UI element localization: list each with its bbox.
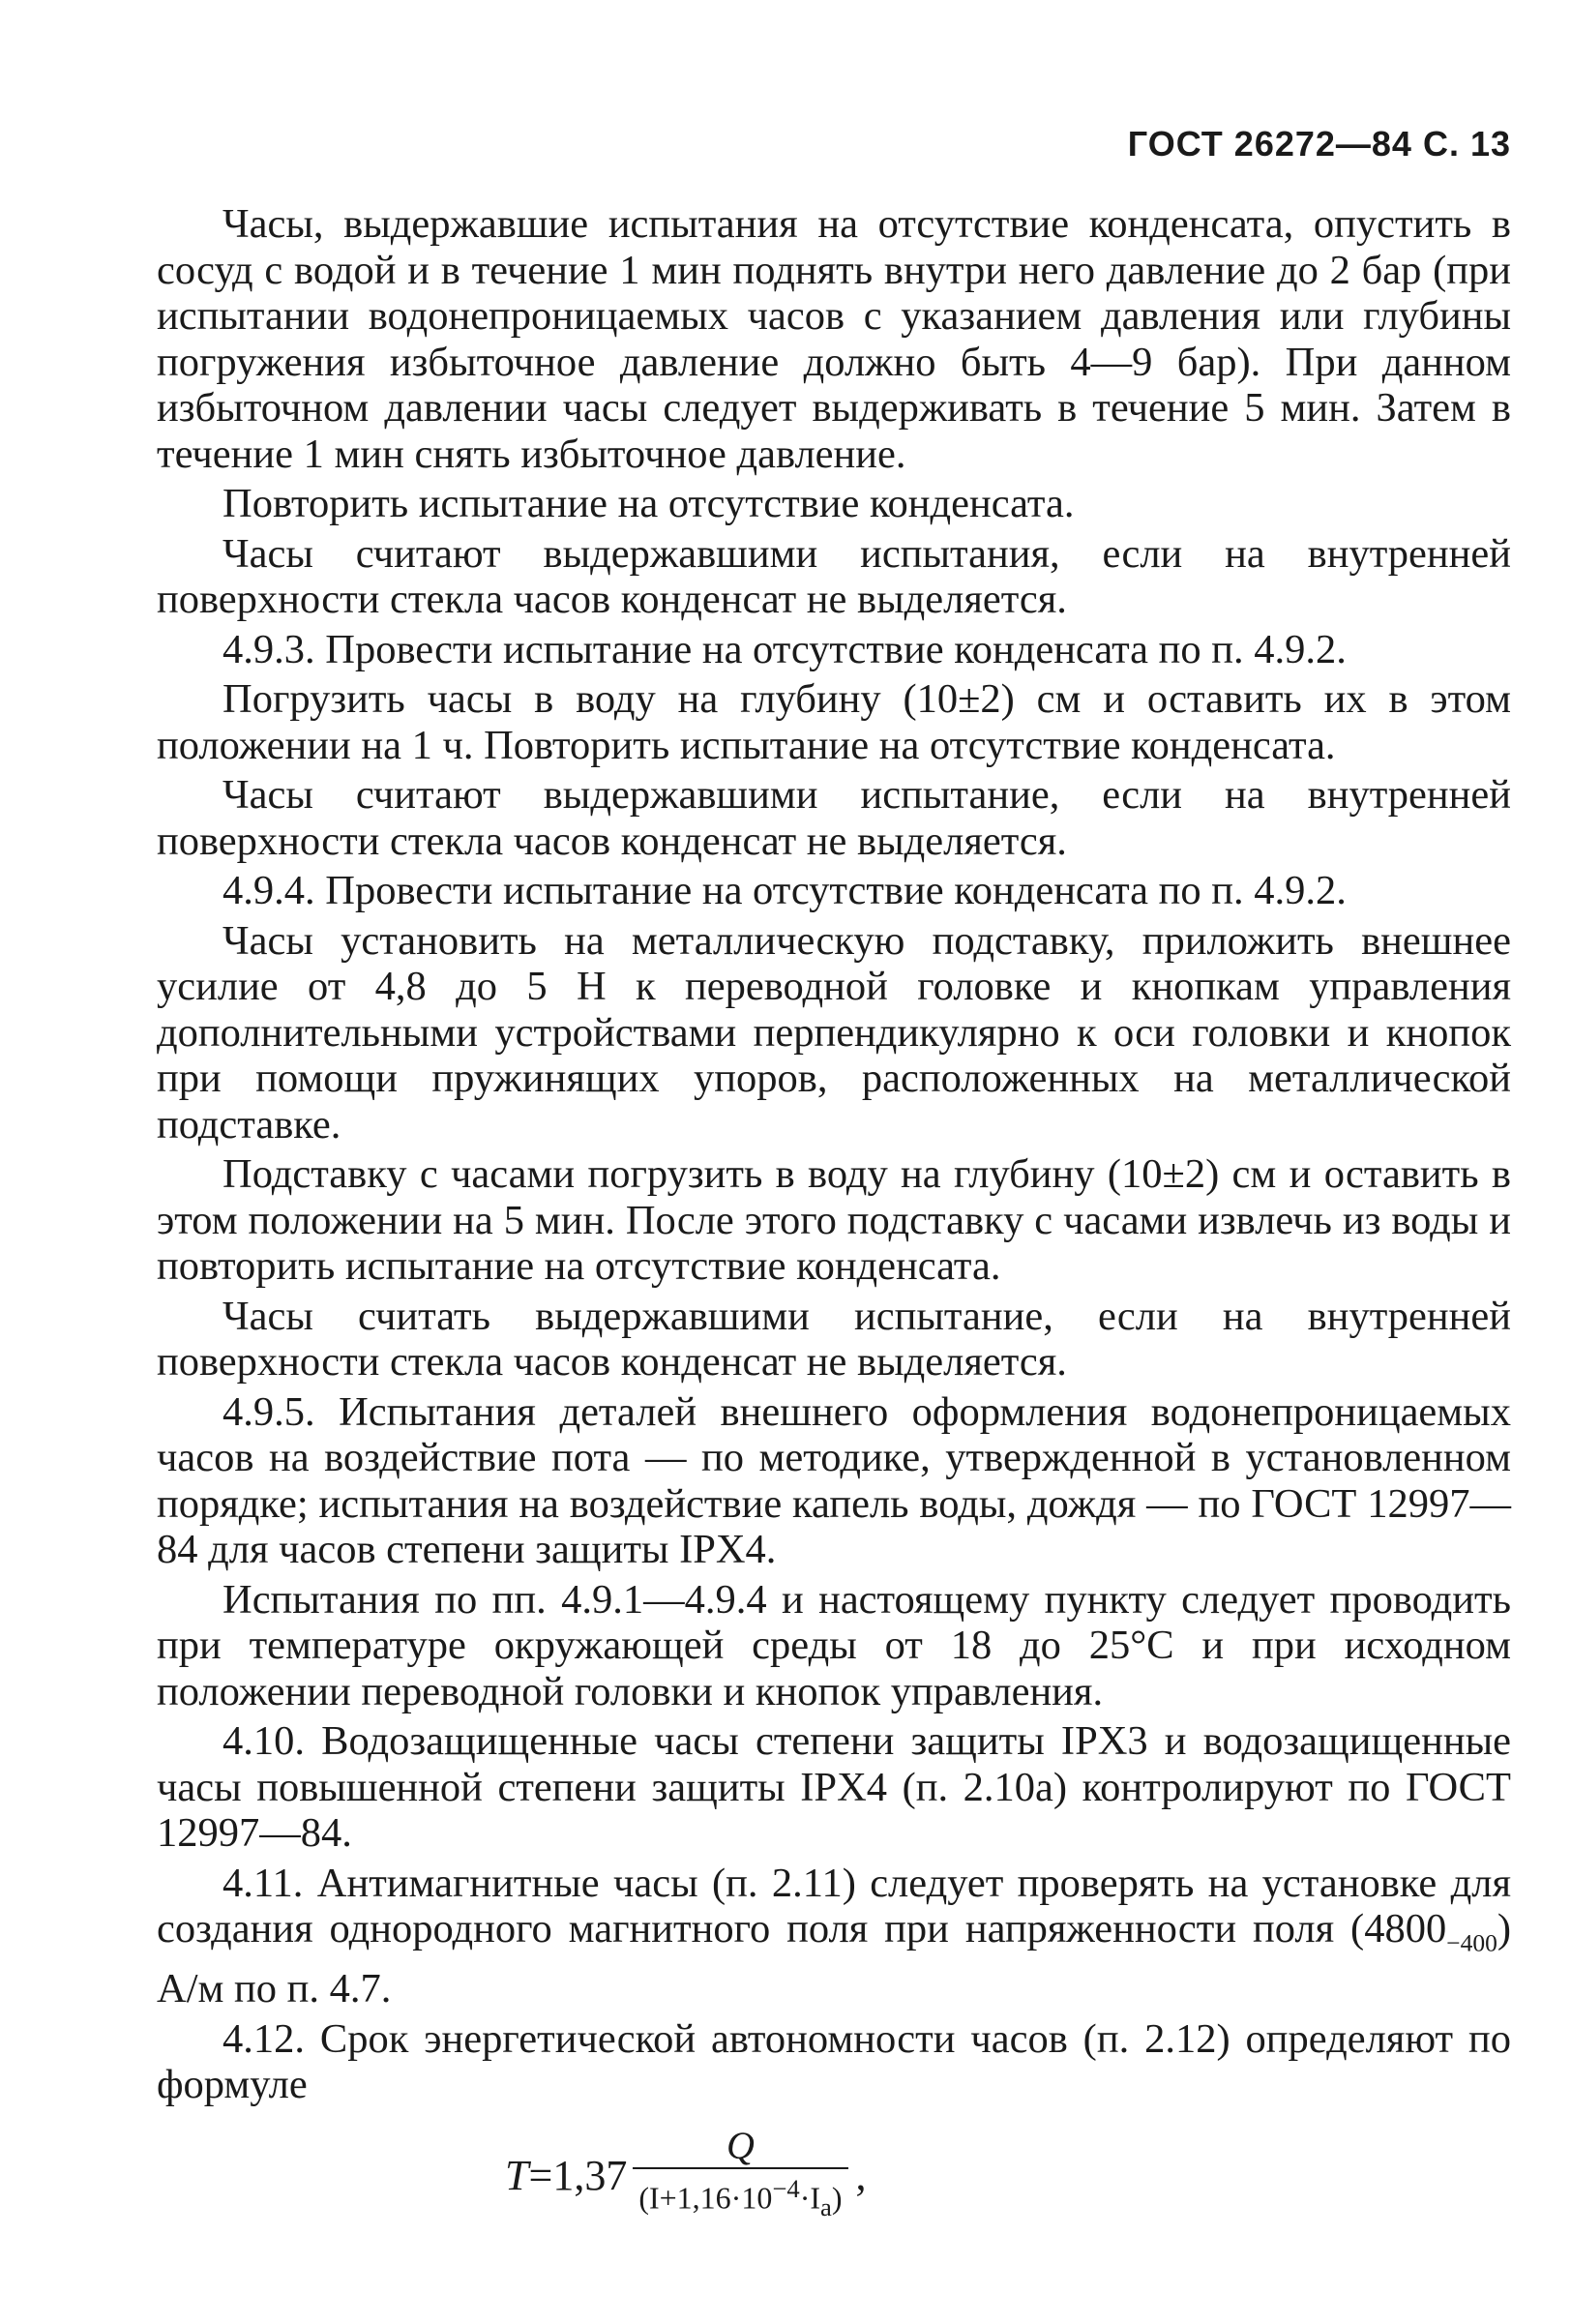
den-subscript: a — [820, 2192, 832, 2222]
autonomy-formula — [505, 2125, 867, 2226]
page-header: ГОСТ 26272—84 С. 13 — [1127, 124, 1511, 164]
paragraph: Часы установить на металлическую подставку, приложить внешнее усилие от 4,8 до 5 Н к переводной головке и кнопкам управления дополнительными устройствами перпендикулярно к оси головки и кнопок при помощи пружинящих упоров, расположенных на металлической подставке. — [157, 917, 1511, 1147]
document-body — [157, 201, 1511, 2112]
den-part: (I+1,16·10 — [638, 2180, 773, 2216]
paragraph-4-11 — [157, 1861, 1511, 2012]
formula-trailing-comma: , — [855, 2152, 867, 2200]
paragraph: Испытания по пп. 4.9.1—4.9.4 и настоящему пункту следует проводить при температуре окружающей среды от 18 до 25°С и при исходном положении переводной головки и кнопок управления. — [157, 1576, 1511, 1714]
den-exponent: −4 — [772, 2174, 800, 2203]
paragraph: 4.9.5. Испытания деталей внешнего оформления водонепроницаемых часов на воздействие пота — по методике, утвержденной в установленном порядке; испытания на воздействие капель воды, дождя — по ГОСТ 12997—84 для часов степени защиты IPX4. — [157, 1388, 1511, 1572]
paragraph: Подставку с часами погрузить в воду на глубину (10±2) см и оставить в этом положении на 5 мин. После этого подставку с часами извлечь из воды и повторить испытание на отсутствие конденсата. — [157, 1151, 1511, 1289]
paragraph: Часы, выдержавшие испытания на отсутствие конденсата, опустить в сосуд с водой и в течение 1 мин поднять внутри него давление до 2 бар (при испытании водонепроницаемых часов с указанием давления или глубины погружения избыточное давление должно быть 4—9 бар). При данном избыточном давлении часы следует выдерживать в течение 5 мин. Затем в течение 1 мин снять избыточное давление. — [157, 201, 1511, 477]
paragraph-4-11-text: 4.11. Антимагнитные часы (п. 2.11) следует проверять на установке для создания однородного магнитного поля при напряженности поля (4800 — [157, 1860, 1511, 1952]
paragraph: 4.9.4. Провести испытание на отсутствие конденсата по п. 4.9.2. — [222, 868, 1347, 913]
formula-lhs: T — [505, 2152, 529, 2200]
den-part: ·I — [799, 2180, 821, 2216]
paragraph: 4.10. Водозащищенные часы степени защиты IPX3 и водозащищенные часы повышенной степени защиты IPX4 (п. 2.10а) контролируют по ГОСТ 12997—84. — [157, 1718, 1511, 1856]
formula-denominator — [633, 2169, 847, 2226]
formula-coefficient: 1,37 — [552, 2152, 628, 2200]
formula-numerator: Q — [726, 2124, 755, 2167]
formula-equals: = — [528, 2152, 553, 2200]
paragraph: Часы считать выдержавшими испытание, если на внутренней поверхности стекла часов конденсат не выделяется. — [157, 1293, 1511, 1385]
formula-fraction — [633, 2125, 847, 2226]
tolerance-subscript: −400 — [1446, 1928, 1497, 1957]
paragraph: Часы считают выдержавшими испытания, если на внутренней поверхности стекла часов конденсат не выделяется. — [157, 530, 1511, 622]
paragraph-4-11-tail: ) А/м по п. 4.7. — [157, 1906, 1511, 2011]
paragraph: Погрузить часы в воду на глубину (10±2) см и оставить их в этом положении на 1 ч. Повторить испытание на отсутствие конденсата. — [157, 676, 1511, 768]
paragraph: Повторить испытание на отсутствие конденсата. — [222, 481, 1075, 526]
paragraph-4-12: 4.12. Срок энергетической автономности часов (п. 2.12) определяют по формуле — [157, 2015, 1511, 2107]
den-part: ) — [831, 2180, 843, 2216]
paragraph: Часы считают выдержавшими испытание, если на внутренней поверхности стекла часов конденсат не выделяется. — [157, 772, 1511, 864]
paragraph: 4.9.3. Провести испытание на отсутствие конденсата по п. 4.9.2. — [222, 626, 1347, 672]
